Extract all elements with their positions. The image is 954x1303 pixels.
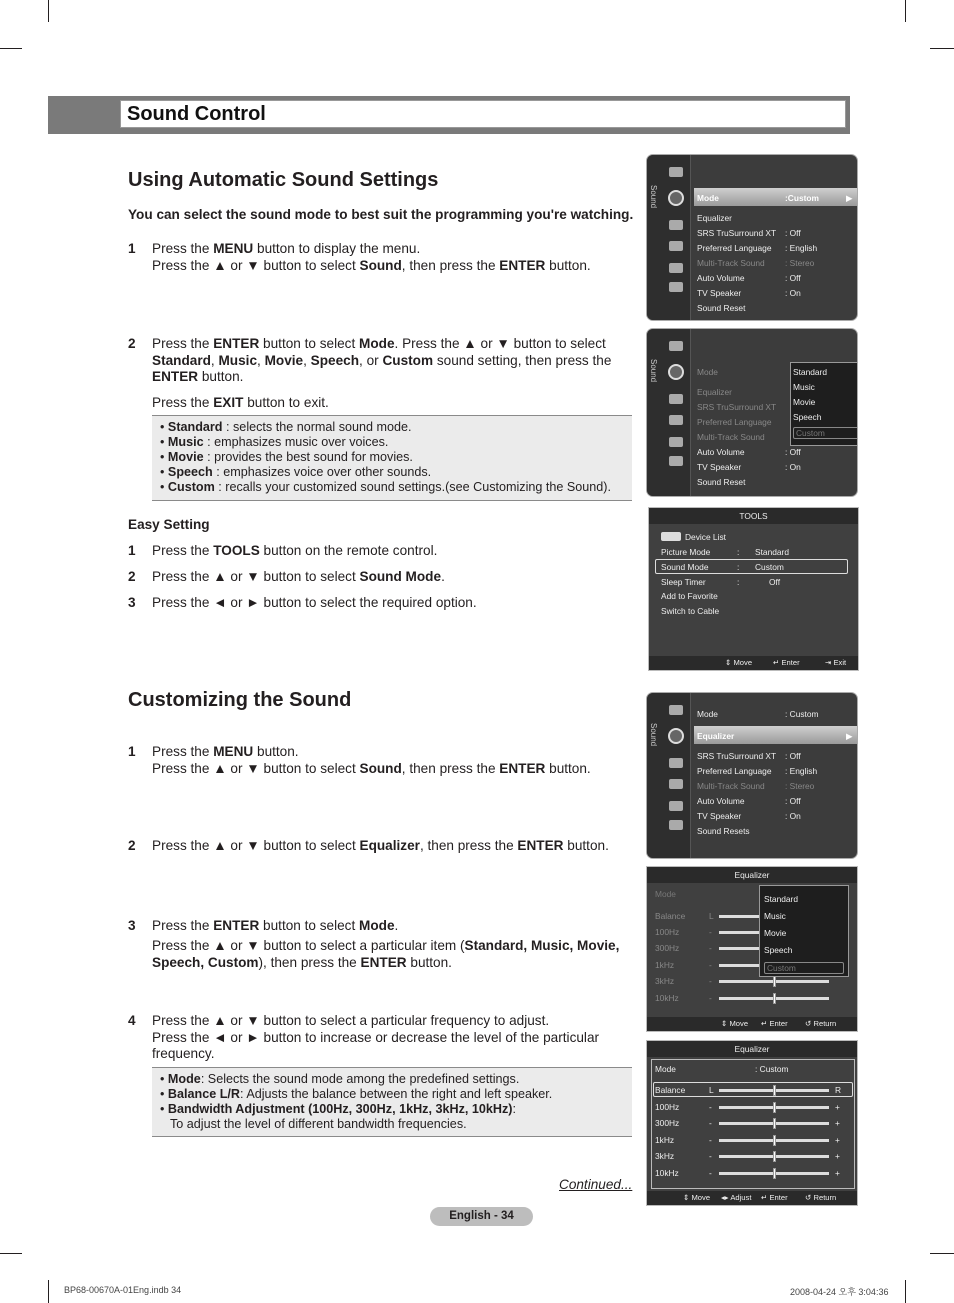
eq-right-sign: +	[835, 1102, 840, 1112]
note-item: • Movie : provides the best sound for movies.	[160, 450, 413, 464]
eq-mode-label: Mode	[655, 1064, 676, 1074]
note-item: • Music : emphasizes music over voices.	[160, 435, 389, 449]
menu-item-label: Auto Volume	[697, 796, 745, 806]
sound-icon	[668, 190, 684, 206]
eq-left-sign: -	[709, 1102, 712, 1112]
eq-band-label: Balance	[655, 911, 686, 921]
menu-item-label: Mode	[697, 193, 719, 203]
eq-band-label: 1kHz	[655, 1135, 675, 1145]
section-banner	[48, 96, 850, 134]
setup-icon	[669, 241, 683, 251]
section-title-auto-sound: Using Automatic Sound Settings	[128, 169, 439, 191]
eq-left-sign: -	[709, 943, 712, 953]
mode-option: Music	[764, 911, 786, 921]
note-item: • Balance L/R: Adjusts the balance between the right and left speaker.	[160, 1087, 553, 1101]
application-icon	[669, 282, 683, 292]
eq-band-label: 1kHz	[655, 960, 675, 970]
eq-band-label: 3kHz	[655, 1151, 675, 1161]
move-hint: ⇕ Move	[725, 658, 753, 667]
menu-item-label: Equalizer	[697, 213, 732, 223]
enter-hint: ↵ Enter	[773, 658, 800, 667]
tools-item-value: Off	[769, 577, 781, 587]
mode-option: Speech	[764, 945, 793, 955]
step-text: Press the MENU button. Press the ▲ or ▼ button to select Sound, then press the ENTER button.	[152, 744, 591, 776]
note-box	[152, 1067, 632, 1137]
menu-item-value: : Off	[785, 273, 801, 283]
arrow-right-icon: ▶	[846, 731, 853, 741]
mode-option: Movie	[764, 928, 787, 938]
continued-link[interactable]: Continued...	[559, 1177, 633, 1192]
menu-item-label: SRS TruSurround XT	[697, 228, 777, 238]
tools-item-value: Standard	[755, 547, 789, 557]
eq-band-label: 300Hz	[655, 1118, 680, 1128]
page-title: Sound Control	[127, 103, 266, 125]
separator: :	[737, 577, 740, 587]
eq-header: Equalizer	[647, 1041, 857, 1057]
note-item: • Standard : selects the normal sound mode.	[160, 420, 412, 434]
tools-item-label: Sound Mode	[661, 562, 709, 572]
note-item: • Speech : emphasizes voice over other sounds.	[160, 465, 432, 479]
sound-icon	[668, 364, 684, 380]
mode-option: Speech	[793, 412, 822, 422]
eq-slider-knob	[773, 1085, 776, 1096]
setup-icon	[669, 415, 683, 425]
section-title-customizing: Customizing the Sound	[128, 689, 352, 711]
menu-item-value: : Stereo	[785, 781, 815, 791]
arrow-right-icon: ▶	[846, 193, 853, 203]
eq-left-sign: -	[709, 1168, 712, 1178]
eq-right-sign: +	[835, 1135, 840, 1145]
separator: :	[737, 562, 740, 572]
eq-slider-knob	[773, 1118, 776, 1129]
step-number: 2	[128, 336, 136, 351]
eq-mode-popup	[759, 885, 849, 977]
menu-item-label: Preferred Language	[697, 417, 772, 427]
menu-item-value: : Off	[785, 751, 801, 761]
step-number: 1	[128, 543, 136, 558]
tools-item-label: Picture Mode	[661, 547, 711, 557]
input-icon	[669, 437, 683, 447]
menu-item-value: : Off	[785, 447, 801, 457]
note-box	[152, 415, 632, 501]
step-number: 1	[128, 241, 136, 256]
menu-item-value: : Off	[785, 796, 801, 806]
menu-item-value: : Stereo	[785, 258, 815, 268]
step-text: Press the TOOLS button on the remote control.	[152, 543, 438, 558]
application-icon	[669, 456, 683, 466]
eq-left-sign: -	[709, 976, 712, 986]
note-item: • Custom : recalls your customized sound settings.(see Customizing the Sound).	[160, 480, 612, 494]
menu-item-label: Equalizer	[697, 387, 732, 397]
step-number: 1	[128, 744, 136, 759]
eq-header: Equalizer	[647, 867, 857, 883]
menu-item-value: : English	[785, 243, 818, 253]
menu-item-label: Equalizer	[697, 731, 735, 741]
eq-slider-knob	[773, 1102, 776, 1113]
eq-slider-knob	[773, 1151, 776, 1162]
eq-left-sign: -	[709, 993, 712, 1003]
menu-item-value: : Custom	[785, 709, 819, 719]
tools-item-value: Custom	[755, 562, 784, 572]
setup-icon	[669, 779, 683, 789]
move-hint: ⇕ Move	[721, 1019, 749, 1028]
tools-item-label: Add to Favorite	[661, 591, 718, 601]
eq-band-label: 100Hz	[655, 1102, 680, 1112]
equalizer-adjust-screen	[646, 1040, 858, 1206]
menu-item-value: : On	[785, 811, 801, 821]
eq-left-sign: L	[709, 1085, 714, 1095]
tools-screen	[648, 507, 859, 671]
menu-item-label: SRS TruSurround XT	[697, 402, 777, 412]
note-item: • Bandwidth Adjustment (100Hz, 300Hz, 1kHz, 3kHz, 10kHz):	[160, 1102, 516, 1116]
step-text: Press the ENTER button to select Mode. Press the ▲ or ▼ button to select Standard, Music, Movie, Speech, or Custom sound setting, then press the ENTER button.	[152, 336, 612, 384]
rail-label: Sound	[649, 185, 658, 209]
eq-left-sign: -	[709, 927, 712, 937]
menu-item-label: Auto Volume	[697, 273, 745, 283]
mode-option: Music	[793, 382, 815, 392]
separator: :	[737, 547, 740, 557]
equalizer-mode-screen	[646, 866, 858, 1032]
sound-icon	[668, 728, 684, 744]
picture-icon	[669, 167, 683, 177]
step-number: 3	[128, 595, 136, 610]
exit-hint: ⇥ Exit	[825, 658, 847, 667]
eq-slider-knob	[773, 976, 776, 987]
mode-option: Standard	[793, 367, 827, 377]
menu-item-label: Preferred Language	[697, 243, 772, 253]
tools-header: TOOLS	[649, 508, 858, 524]
step-text: Press the ▲ or ▼ button to select Equalizer, then press the ENTER button.	[152, 838, 609, 853]
menu-item-label: Sound Reset	[697, 303, 746, 313]
menu-item-label: TV Speaker	[697, 811, 742, 821]
anynet-icon	[661, 532, 681, 541]
step-number: 3	[128, 918, 136, 933]
eq-band-label: 3kHz	[655, 976, 675, 986]
step-text: Press the MENU button to display the menu. Press the ▲ or ▼ button to select Sound, then press the ENTER button.	[152, 241, 591, 273]
channel-icon	[669, 394, 683, 404]
move-hint: ⇕ Move	[683, 1193, 711, 1202]
step-number: 2	[128, 569, 136, 584]
eq-left-sign: L	[709, 911, 714, 921]
sound-mode-screen	[646, 328, 858, 497]
eq-right-sign: +	[835, 1118, 840, 1128]
picture-icon	[669, 705, 683, 715]
step-text: Press the ENTER button to select Mode.	[152, 918, 399, 933]
note-item: • Mode: Selects the sound mode among the predefined settings.	[160, 1072, 520, 1086]
eq-slider-knob	[773, 1168, 776, 1179]
step-text: Press the ◄ or ► button to select the required option.	[152, 595, 477, 610]
menu-item-label: Sound Reset	[697, 477, 746, 487]
menu-item-label: TV Speaker	[697, 288, 742, 298]
eq-left-sign: -	[709, 1151, 712, 1161]
menu-item-label: Multi-Track Sound	[697, 258, 765, 268]
eq-band-label: 10kHz	[655, 993, 679, 1003]
step-text: Press the ▲ or ▼ button to select a particular item (Standard, Music, Movie, Speech, Custom), then press the ENTER button.	[152, 938, 620, 970]
equalizer-menu-screen	[646, 692, 858, 859]
menu-item-label: SRS TruSurround XT	[697, 751, 777, 761]
eq-mode-label: Mode	[655, 889, 676, 899]
tools-item-label: Device List	[685, 532, 726, 542]
rail-label: Sound	[649, 359, 658, 383]
step-number: 4	[128, 1013, 136, 1028]
eq-left-sign: -	[709, 1118, 712, 1128]
eq-right-sign: +	[835, 1168, 840, 1178]
step-text: Press the EXIT button to exit.	[152, 395, 329, 410]
adjust-hint: ◂▸ Adjust	[721, 1193, 752, 1202]
return-hint: ↺ Return	[805, 1019, 837, 1028]
intro-text: You can select the sound mode to best suit the programming you're watching.	[128, 207, 634, 222]
tools-item-label: Sleep Timer	[661, 577, 706, 587]
page-number-badge: English - 34	[430, 1207, 533, 1226]
channel-icon	[669, 758, 683, 768]
enter-hint: ↵ Enter	[761, 1193, 788, 1202]
menu-item-value: : English	[785, 766, 818, 776]
print-date: 2008-04-24 오후 3:04:36	[790, 1287, 889, 1297]
eq-band-label: 10kHz	[655, 1168, 679, 1178]
file-info: BP68-00670A-01Eng.indb 34	[64, 1285, 182, 1295]
eq-band-label: 100Hz	[655, 927, 680, 937]
menu-item-value: : On	[785, 288, 801, 298]
input-icon	[669, 263, 683, 273]
mode-option: Standard	[764, 894, 798, 904]
menu-item-label: Multi-Track Sound	[697, 432, 765, 442]
tools-item-label: Switch to Cable	[661, 606, 720, 616]
menu-item-label: Mode	[697, 367, 718, 377]
input-icon	[669, 801, 683, 811]
eq-right-sign: +	[835, 1151, 840, 1161]
mode-option: Custom	[764, 962, 844, 974]
menu-item-value: :Custom	[785, 193, 819, 203]
menu-item-label: Preferred Language	[697, 766, 772, 776]
mode-option: Movie	[793, 397, 816, 407]
return-hint: ↺ Return	[805, 1193, 837, 1202]
note-item: To adjust the level of different bandwidth frequencies.	[170, 1117, 467, 1131]
eq-band-label: 300Hz	[655, 943, 680, 953]
application-icon	[669, 820, 683, 830]
eq-mode-value: : Custom	[755, 1064, 789, 1074]
mode-options-popup	[790, 362, 858, 446]
menu-item-label: Sound Resets	[697, 826, 750, 836]
eq-left-sign: -	[709, 960, 712, 970]
step-text: Press the ▲ or ▼ button to select a particular frequency to adjust. Press the ◄ or ► button to increase or decrease the level of the particular frequency.	[152, 1013, 600, 1061]
mode-option: Custom	[793, 427, 858, 439]
sound-menu-screen	[646, 154, 858, 321]
step-text: Press the ▲ or ▼ button to select Sound Mode.	[152, 569, 445, 584]
menu-item-value: : On	[785, 462, 801, 472]
rail-label: Sound	[649, 723, 658, 747]
step-number: 2	[128, 838, 136, 853]
channel-icon	[669, 220, 683, 230]
eq-band-label: Balance	[655, 1085, 686, 1095]
eq-slider-knob	[773, 1135, 776, 1146]
menu-item-label: Mode	[697, 709, 718, 719]
menu-item-label: Auto Volume	[697, 447, 745, 457]
menu-item-value: : Off	[785, 228, 801, 238]
eq-slider-knob	[773, 993, 776, 1004]
eq-left-sign: -	[709, 1135, 712, 1145]
menu-item-label: TV Speaker	[697, 462, 742, 472]
picture-icon	[669, 341, 683, 351]
eq-right-sign: R	[835, 1085, 842, 1095]
easy-setting-title: Easy Setting	[128, 517, 210, 532]
menu-item-label: Multi-Track Sound	[697, 781, 765, 791]
enter-hint: ↵ Enter	[761, 1019, 788, 1028]
